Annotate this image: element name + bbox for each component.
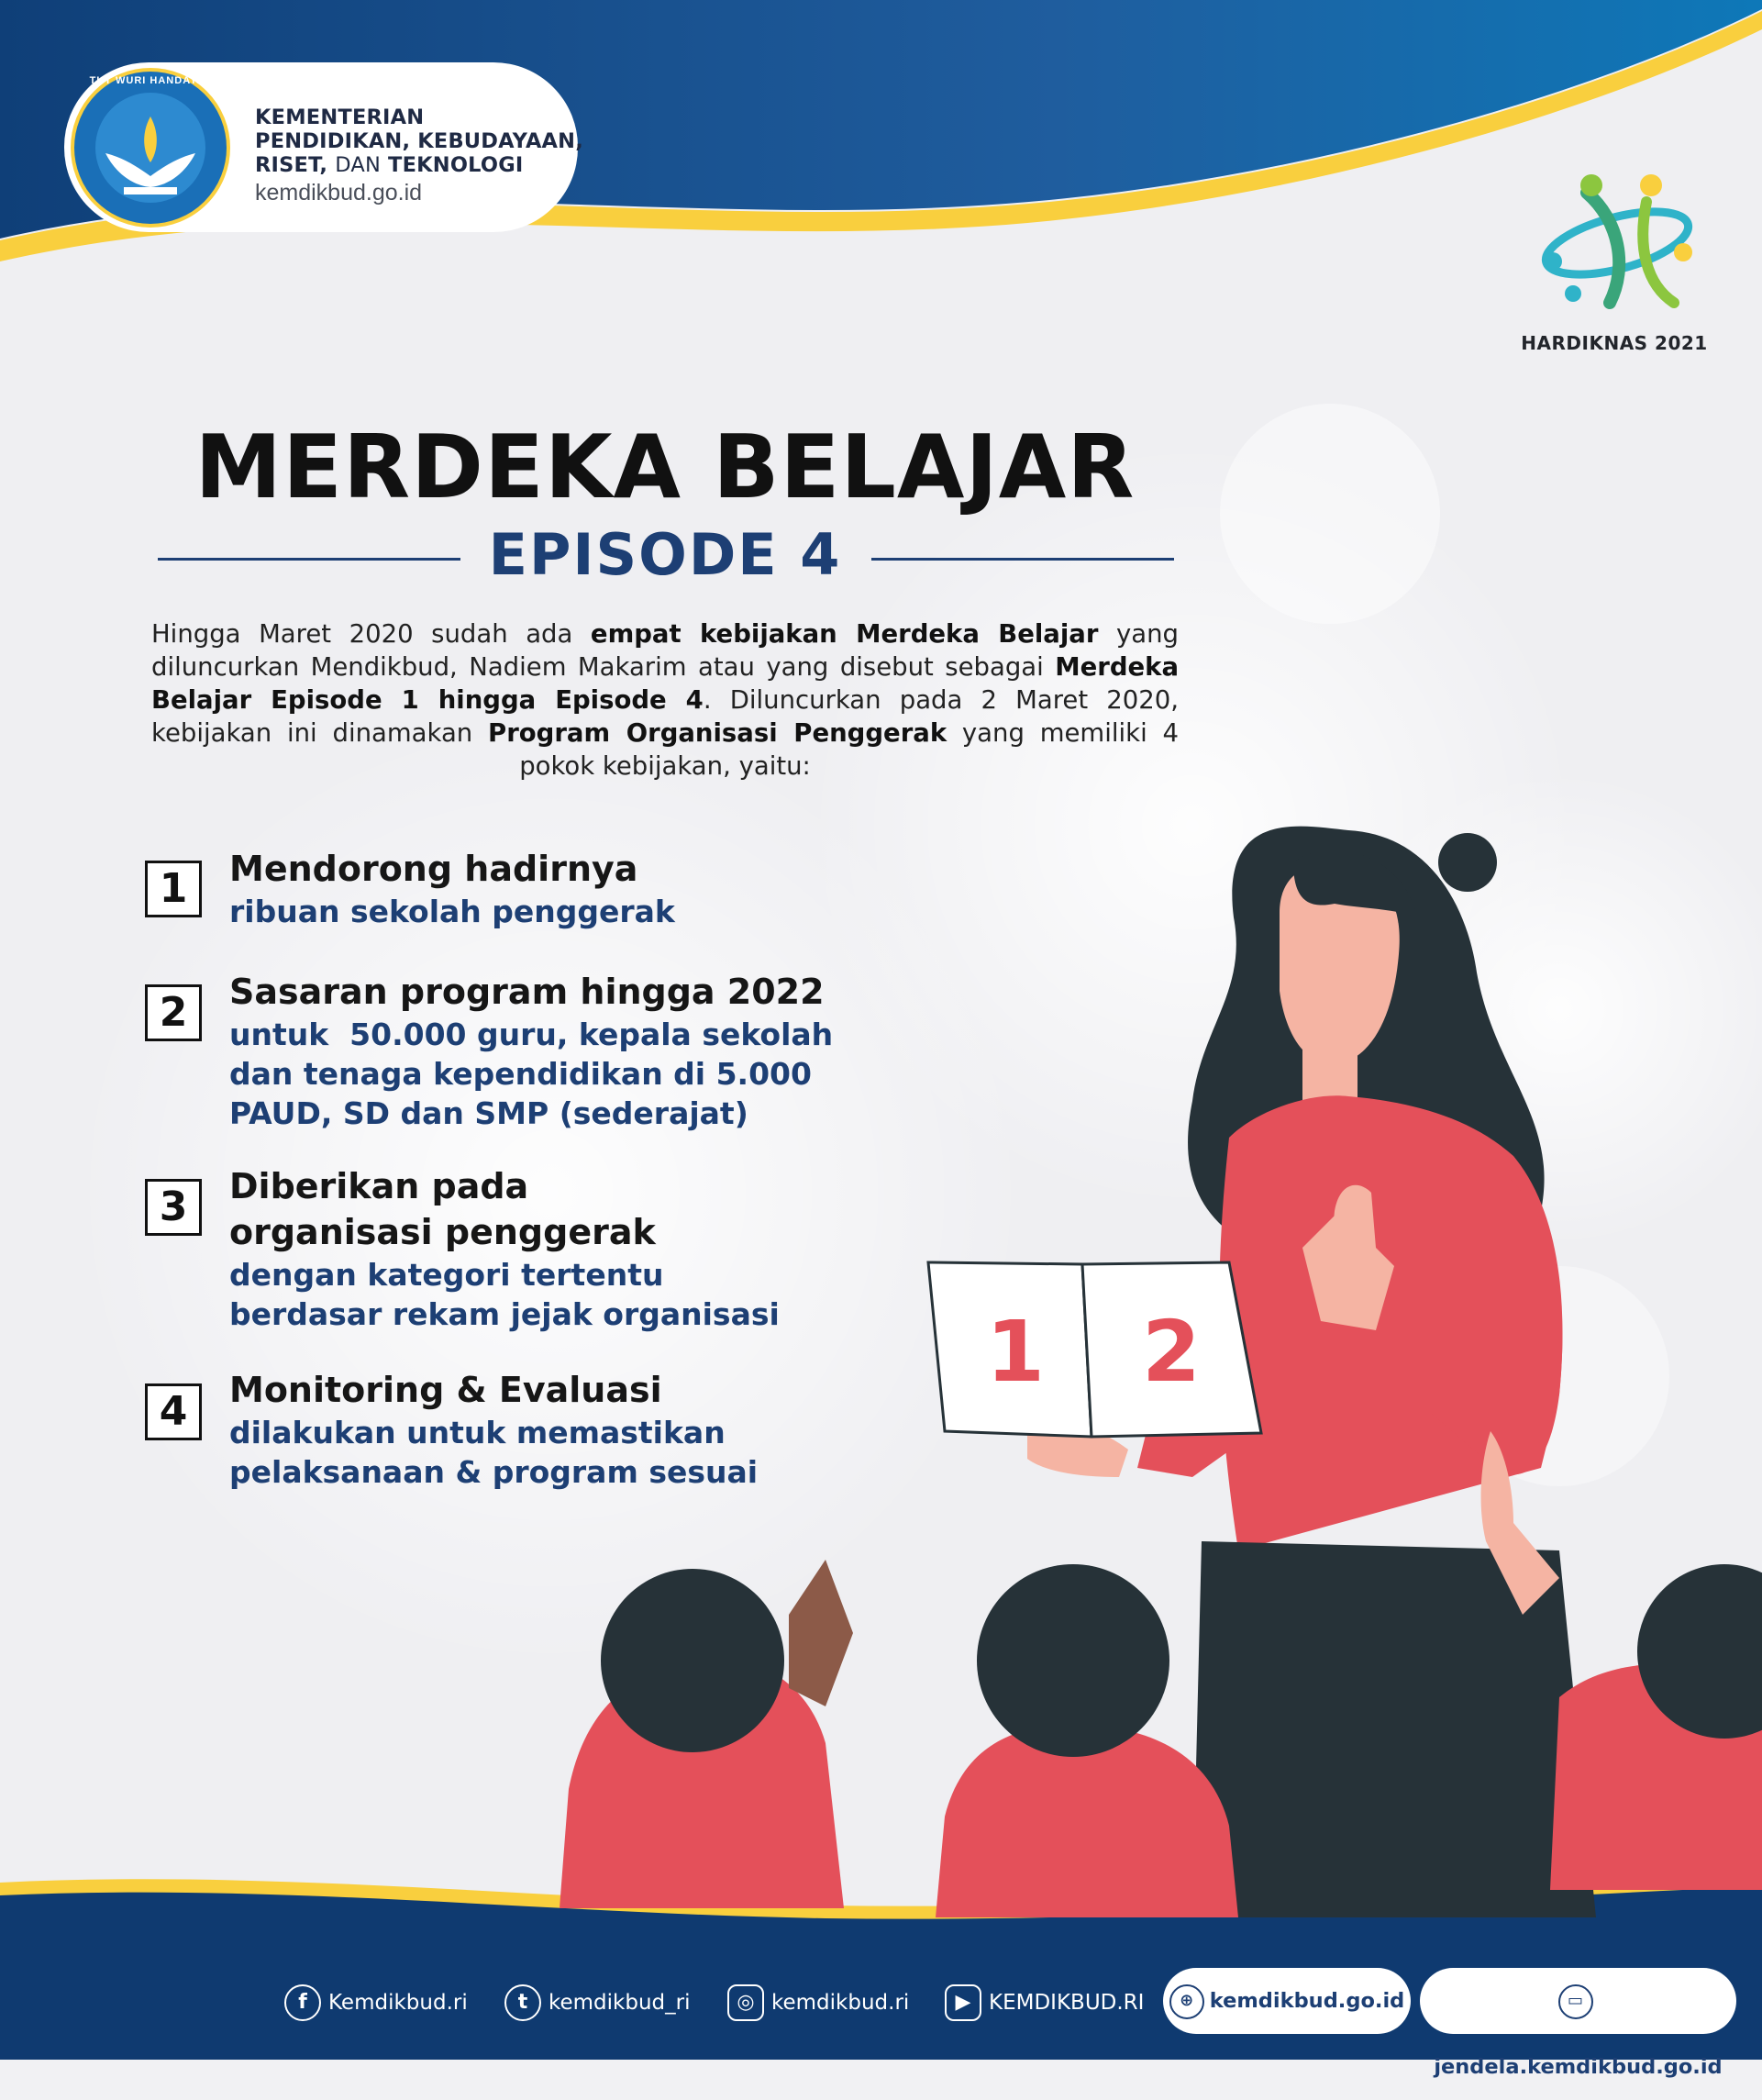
item-title: Diberikan pada (229, 1166, 529, 1206)
list-item-2 (229, 969, 833, 1133)
list-item-4 (229, 1367, 758, 1492)
item-number-1: 1 (145, 861, 202, 917)
item-description: untuk 50.000 guru, kepala sekolah (229, 1017, 834, 1052)
instagram-icon: ◎ (727, 1984, 764, 2021)
item-description: PAUD, SD dan SMP (sederajat) (229, 1095, 748, 1131)
ministry-line-3a: RISET, (255, 153, 328, 177)
item-description: ribuan sekolah penggerak (229, 894, 675, 929)
ministry-line-2: PENDIDIKAN, KEBUDAYAAN, (255, 129, 583, 153)
globe-icon: ⊕ (1169, 1984, 1204, 2019)
item-description: dan tenaga kependidikan di 5.000 (229, 1056, 812, 1092)
intro-paragraph (151, 617, 1179, 783)
book-number-right: 2 (1142, 1303, 1202, 1401)
intro-bold-3: Program Organisasi Penggerak (488, 718, 947, 748)
hardiknas-logo-icon (1536, 165, 1697, 321)
facebook-icon: f (284, 1984, 321, 2021)
twitter-link[interactable] (504, 1984, 691, 2021)
intro-text-1: Hingga Maret 2020 sudah ada (151, 619, 591, 649)
youtube-link[interactable] (945, 1984, 1144, 2021)
website-url: kemdikbud.go.id (1209, 1989, 1405, 2013)
facebook-handle: Kemdikbud.ri (328, 1991, 468, 2015)
ministry-name (255, 106, 583, 177)
item-title: organisasi penggerak (229, 1212, 656, 1252)
ministry-line-3c: TEKNOLOGI (388, 153, 524, 177)
intro-bold-2: Merdeka Belajar Episode 1 hingga Episode 4 (151, 652, 1179, 715)
event-label: HARDIKNAS 2021 (1521, 332, 1708, 354)
intro-text-2: yang diluncurkan Mendikbud, Nadiem Makarim atau yang disebut sebagai (151, 619, 1179, 682)
item-number-3: 3 (145, 1179, 202, 1236)
item-description: berdasar rekam jejak organisasi (229, 1296, 780, 1332)
item-description: dengan kategori tertentu (229, 1257, 664, 1293)
book-icon: ▭ (1558, 1984, 1593, 2019)
item-number-2: 2 (145, 984, 202, 1041)
ministry-line-1: KEMENTERIAN (255, 106, 425, 129)
ministry-line-3 (255, 153, 583, 177)
youtube-icon: ▶ (945, 1984, 981, 2021)
youtube-handle: KEMDIKBUD.RI (989, 1991, 1145, 2015)
item-description: dilakukan untuk memastikan (229, 1415, 726, 1450)
item-number-4: 4 (145, 1383, 202, 1440)
item-title: Sasaran program hingga 2022 (229, 972, 825, 1012)
item-description: pelaksanaan & program sesuai (229, 1454, 759, 1490)
tut-wuri-handayani-logo-icon (69, 66, 232, 229)
facebook-link[interactable] (284, 1984, 468, 2021)
intro-text-3: . Diluncurkan pada 2 Maret 2020, kebijakan ini dinamakan (151, 685, 1179, 748)
item-title: Monitoring & Evaluasi (229, 1370, 662, 1410)
ministry-url[interactable]: kemdikbud.go.id (255, 180, 423, 206)
website-link[interactable] (1163, 1968, 1411, 2034)
portal-url: jendela.kemdikbud.go.id (1434, 2055, 1723, 2079)
twitter-icon: t (504, 1984, 541, 2021)
instagram-handle: kemdikbud.ri (771, 1991, 910, 2015)
logo-motto: TUT WURI HANDAYANI (89, 75, 217, 86)
twitter-handle: kemdikbud_ri (549, 1991, 691, 2015)
portal-link[interactable] (1420, 1968, 1736, 2079)
list-item-1 (229, 846, 675, 931)
instagram-link[interactable] (727, 1984, 909, 2021)
ministry-line-3b: DAN (335, 153, 381, 177)
list-item-3 (229, 1163, 780, 1334)
page-title: MERDEKA BELAJAR (194, 417, 1136, 518)
intro-bold-1: empat kebijakan Merdeka Belajar (590, 619, 1099, 649)
intro-text-4: yang memiliki 4 pokok kebijakan, yaitu: (519, 718, 1180, 781)
item-title: Mendorong hadirnya (229, 849, 638, 889)
page-subtitle: EPISODE 4 (488, 521, 842, 588)
book-number-left: 1 (986, 1303, 1046, 1401)
